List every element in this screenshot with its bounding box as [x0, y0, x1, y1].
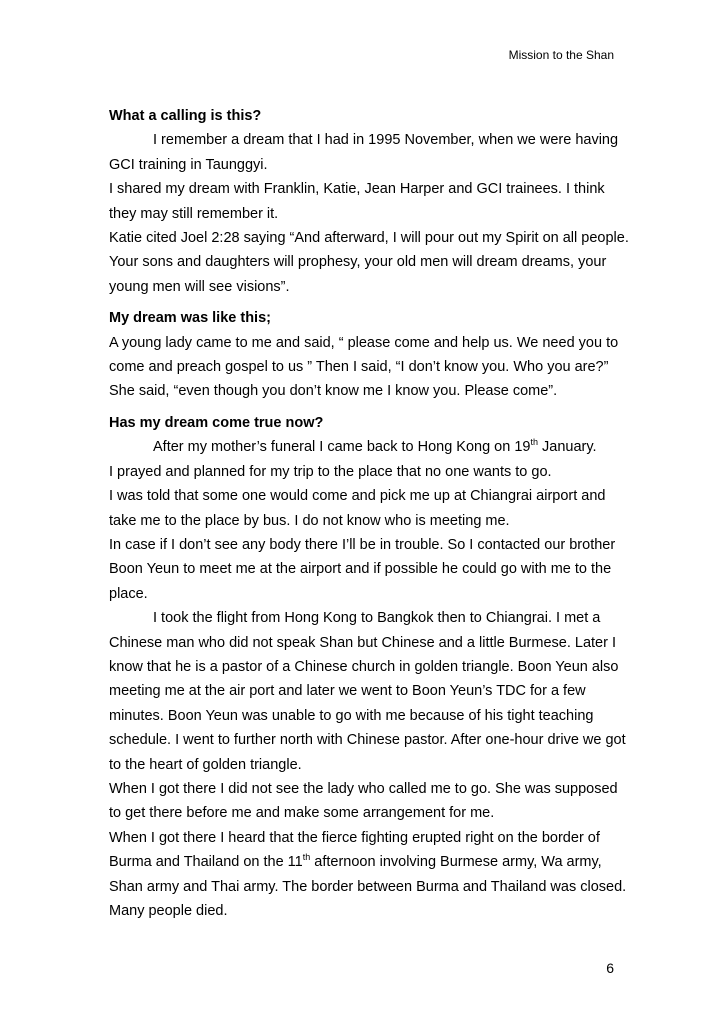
paragraph: [109, 435, 629, 459]
document-body: [109, 104, 629, 930]
paragraph: In case if I don’t see any body there I’ll be in trouble. So I contacted our brother Boon Yeun to meet me at the airport and if possible he could go with me to the place.: [109, 536, 616, 602]
section-heading: Has my dream come true now?: [109, 414, 324, 431]
text-run: After my mother’s funeral I came back to Hong Kong on 19: [153, 439, 531, 456]
paragraph: Katie cited Joel 2:28 saying “And afterward, I will pour out my Spirit on all people. Your sons and daughters will prophesy, your old men will dream dreams, your young men will see visions”.: [109, 230, 629, 295]
paragraph: I remember a dream that I had in 1995 November, when we were having GCI training in Taunggyi.: [109, 132, 619, 173]
paragraph: A young lady came to me and said, “ please come and help us. We need you to come and preach gospel to us ” Then I said, “I don’t know you. Who you are?” She said, “even though you don’t know me I know you. Please come”.: [109, 334, 619, 400]
text-run: January.: [537, 439, 597, 456]
paragraph: I was told that some one would come and pick me up at Chiangrai airport and take me to the place by bus. I do not know who is meeting me.: [109, 488, 606, 529]
text-run: afternoon involving Burmese army, Wa army, Shan army and Thai army. The border between Burma and Thailand was closed. Many people died.: [109, 854, 627, 919]
page-number: 6: [606, 960, 614, 976]
superscript: th: [530, 437, 538, 448]
section-dream: [109, 306, 629, 404]
paragraph: [109, 826, 629, 924]
paragraph: I prayed and planned for my trip to the place that no one wants to go.: [109, 463, 552, 480]
paragraph: I shared my dream with Franklin, Katie, Jean Harper and GCI trainees. I think they may still remember it.: [109, 181, 605, 222]
section-dream-true: [109, 411, 629, 924]
section-calling: [109, 104, 629, 299]
superscript: th: [302, 852, 311, 863]
paragraph: I took the flight from Hong Kong to Bangkok then to Chiangrai. I met a Chinese man who did not speak Shan but Chinese and a little Burmese. Later I know that he is a pastor of a Chinese church in golden triangle. Boon Yeun also meeting me at the air port and later we went to Boon Yeun’s TDC for a few minutes. Boon Yeun was unable to go with me because of his tight teaching schedule. I went to further north with Chinese pastor. After one-hour drive we got to the heart of golden triangle.: [109, 610, 626, 773]
running-header: Mission to the Shan: [508, 48, 614, 62]
paragraph: When I got there I did not see the lady who called me to go. She was supposed to get there before me and make some arrangement for me.: [109, 780, 618, 822]
text-run: When I got there I heard that the fierce fighting erupted right on the border of Burma and Thailand on the 11: [109, 829, 600, 871]
section-heading: What a calling is this?: [109, 108, 262, 124]
section-heading: My dream was like this;: [109, 310, 271, 327]
